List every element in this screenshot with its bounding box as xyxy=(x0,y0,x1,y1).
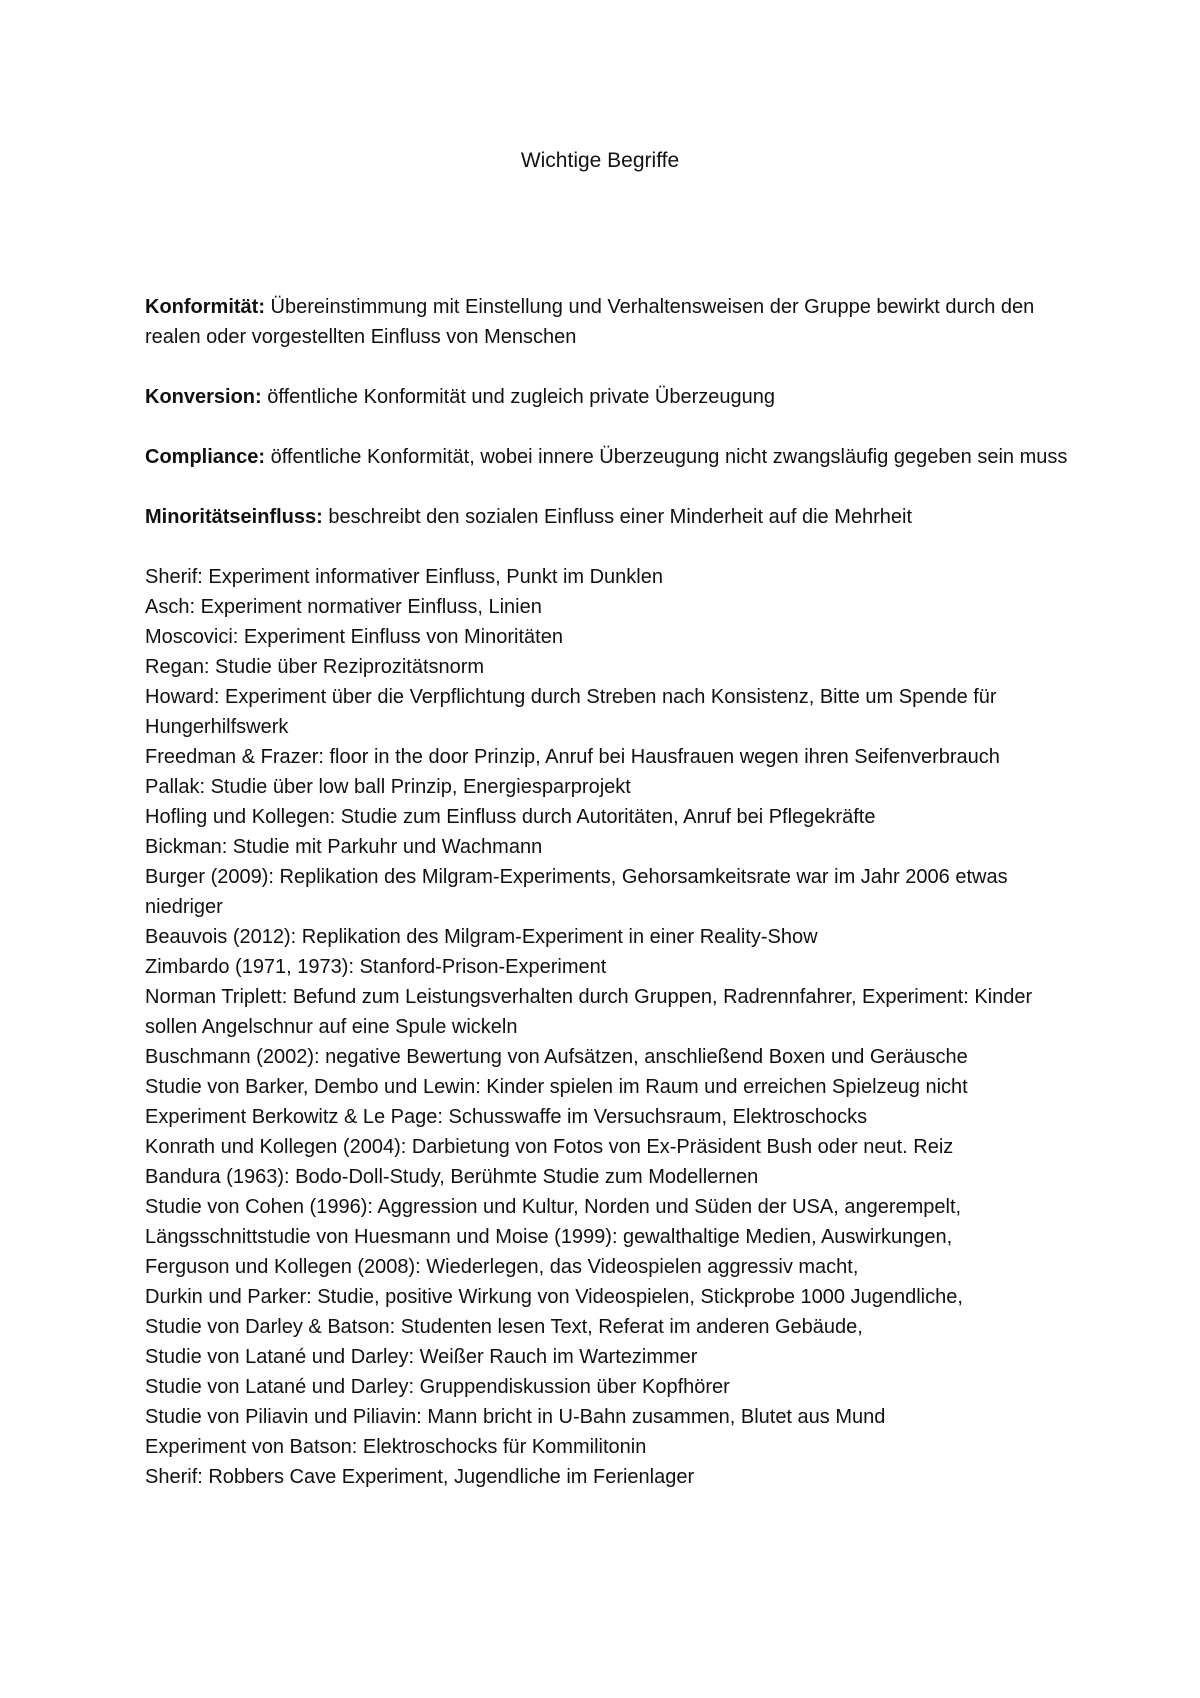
list-item: Konrath und Kollegen (2004): Darbietung von Fotos von Ex-Präsident Bush oder neut. Reiz xyxy=(145,1136,954,1158)
list-item: Bandura (1963): Bodo-Doll-Study, Berühmte Studie zum Modellernen xyxy=(145,1166,759,1188)
definition-konversion xyxy=(145,382,1070,412)
document-body xyxy=(145,292,1070,1492)
definition-minoritaetseinfluss xyxy=(145,502,1070,532)
list-item: Sherif: Robbers Cave Experiment, Jugendliche im Ferienlager xyxy=(145,1466,695,1488)
definition-text: Übereinstimmung mit Einstellung und Verhaltensweisen der Gruppe bewirkt durch den realen oder vorgestellten Einfluss von Menschen xyxy=(145,296,1035,348)
list-item: Regan: Studie über Reziprozitätsnorm xyxy=(145,656,485,678)
definition-term: Minoritätseinfluss: xyxy=(145,506,323,528)
list-item: Hofling und Kollegen: Studie zum Einfluss durch Autoritäten, Anruf bei Pflegekräfte xyxy=(145,806,876,828)
list-item: Sherif: Experiment informativer Einfluss, Punkt im Dunklen xyxy=(145,566,663,588)
list-item: Norman Triplett: Befund zum Leistungsverhalten durch Gruppen, Radrennfahrer, Experiment: Kinder sollen Angelschnur auf eine Spule wickeln xyxy=(145,986,1033,1038)
list-item: Studie von Latané und Darley: Gruppendiskussion über Kopfhörer xyxy=(145,1376,730,1398)
list-item: Längsschnittstudie von Huesmann und Moise (1999): gewalthaltige Medien, Auswirkungen, xyxy=(145,1226,953,1248)
definition-term: Konversion: xyxy=(145,386,262,408)
list-item: Zimbardo (1971, 1973): Stanford-Prison-Experiment xyxy=(145,956,607,978)
list-item: Studie von Latané und Darley: Weißer Rauch im Wartezimmer xyxy=(145,1346,698,1368)
list-item: Durkin und Parker: Studie, positive Wirkung von Videospielen, Stickprobe 1000 Jugendliche, xyxy=(145,1286,963,1308)
list-item: Experiment von Batson: Elektroschocks für Kommilitonin xyxy=(145,1436,647,1458)
list-item: Bickman: Studie mit Parkuhr und Wachmann xyxy=(145,836,543,858)
studies-list xyxy=(145,562,1070,1492)
list-item: Howard: Experiment über die Verpflichtung durch Streben nach Konsistenz, Bitte um Spende für Hungerhilfswerk xyxy=(145,686,997,738)
list-item: Burger (2009): Replikation des Milgram-Experiments, Gehorsamkeitsrate war im Jahr 2006 etwas niedriger xyxy=(145,866,1008,918)
list-item: Pallak: Studie über low ball Prinzip, Energiesparprojekt xyxy=(145,776,631,798)
list-item: Ferguson und Kollegen (2008): Wiederlegen, das Videospielen aggressiv macht, xyxy=(145,1256,859,1278)
list-item: Studie von Cohen (1996): Aggression und Kultur, Norden und Süden der USA, angerempelt, xyxy=(145,1196,962,1218)
definition-konformitaet xyxy=(145,292,1070,352)
list-item: Freedman & Frazer: floor in the door Prinzip, Anruf bei Hausfrauen wegen ihren Seifenverbrauch xyxy=(145,746,1000,768)
definition-text: beschreibt den sozialen Einfluss einer Minderheit auf die Mehrheit xyxy=(322,506,913,528)
page-title: Wichtige Begriffe xyxy=(520,149,680,172)
definition-compliance xyxy=(145,442,1070,472)
list-item: Studie von Darley & Batson: Studenten lesen Text, Referat im anderen Gebäude, xyxy=(145,1316,863,1338)
definition-text: öffentliche Konformität und zugleich private Überzeugung xyxy=(261,386,775,408)
list-item: Studie von Barker, Dembo und Lewin: Kinder spielen im Raum und erreichen Spielzeug nicht xyxy=(145,1076,968,1098)
list-item: Moscovici: Experiment Einfluss von Minoritäten xyxy=(145,626,563,648)
list-item: Studie von Piliavin und Piliavin: Mann bricht in U-Bahn zusammen, Blutet aus Mund xyxy=(145,1406,886,1428)
definition-text: öffentliche Konformität, wobei innere Überzeugung nicht zwangsläufig gegeben sein muss xyxy=(265,446,1068,468)
definitions-section xyxy=(145,292,1070,532)
list-item: Buschmann (2002): negative Bewertung von Aufsätzen, anschließend Boxen und Geräusche xyxy=(145,1046,968,1068)
list-item: Beauvois (2012): Replikation des Milgram-Experiment in einer Reality-Show xyxy=(145,926,818,948)
list-item: Asch: Experiment normativer Einfluss, Linien xyxy=(145,596,542,618)
definition-term: Konformität: xyxy=(145,296,265,318)
list-item: Experiment Berkowitz & Le Page: Schusswaffe im Versuchsraum, Elektroschocks xyxy=(145,1106,868,1128)
definition-term: Compliance: xyxy=(145,446,266,468)
